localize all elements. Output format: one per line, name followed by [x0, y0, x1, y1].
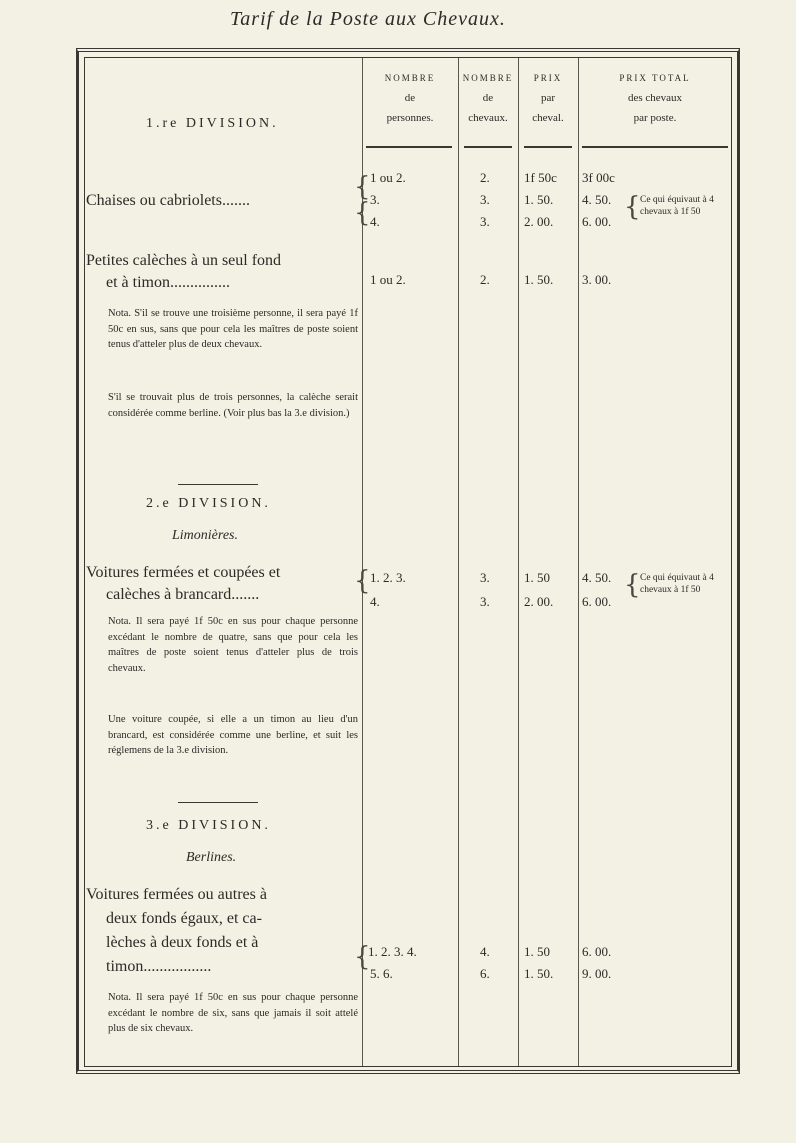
cell-horses: 3. [480, 214, 490, 229]
cell-price: 2. 00. [524, 214, 554, 229]
division-heading-3: 3.e DIVISION. [146, 818, 271, 833]
nota-text: S'il se trouvait plus de trois personnes, la calèche serait considérée comme berline. (Voir plus bas la 3.e division.) [108, 392, 358, 419]
cell-persons: 5. 6. [370, 966, 393, 981]
cell-price: 2. 00. [524, 594, 554, 609]
category-label: Petites calèches à un seul fond [86, 252, 282, 269]
brace-icon: { [354, 566, 371, 596]
category-label: calèches à brancard....... [106, 586, 260, 603]
header-rule [524, 146, 572, 148]
category-label: timon................. [106, 958, 212, 975]
cell-total: 6. 00. [582, 944, 612, 959]
cell-persons: 1 ou 2. [370, 170, 406, 185]
cell-price: 1. 50 [524, 944, 550, 959]
header-horses: NOMBRE de chevaux. [462, 73, 514, 124]
equivalence-note: Ce qui équivaut à 4 chevaux à 1f 50 [640, 195, 714, 217]
page-title: Tarif de la Poste aux Chevaux. [230, 8, 506, 30]
nota-text: Nota. S'il se trouve une troisième personne, il sera payé 1f 50c en sus, sans que pour cela les maîtres de poste soient tenus d'atteler plus de deux chevaux. [108, 308, 358, 350]
cell-horses: 3. [480, 192, 490, 207]
cell-persons: 3. [370, 192, 380, 207]
column-divider [518, 58, 519, 1066]
cell-total: 3f 00c [582, 170, 615, 185]
cell-persons: 1. 2. 3. [370, 570, 406, 585]
category-label: Voitures fermées ou autres à [86, 886, 267, 903]
cell-persons: 4. [370, 594, 380, 609]
cell-price: 1. 50. [524, 192, 554, 207]
cell-persons: 4. [370, 214, 380, 229]
section-divider [178, 484, 258, 485]
cell-horses: 2. [480, 272, 490, 287]
brace-icon: { [624, 570, 641, 600]
category-label: Voitures fermées et coupées et [86, 564, 281, 581]
division-subtitle: Berlines. [186, 850, 237, 865]
cell-price: 1. 50. [524, 966, 554, 981]
category-label: lèches à deux fonds et à [106, 934, 259, 951]
brace-icon: { [624, 192, 641, 222]
brace-icon: { [354, 172, 371, 202]
cell-persons: 1 ou 2. [370, 272, 406, 287]
header-price: PRIX par cheval. [532, 73, 564, 124]
division-heading-1: 1.re DIVISION. [146, 116, 279, 131]
brace-icon: { [354, 942, 371, 972]
equivalence-note: Ce qui équivaut à 4 chevaux à 1f 50 [640, 573, 714, 595]
category-label: et à timon............... [106, 274, 230, 291]
brace-icon: { [354, 198, 371, 228]
cell-total: 3. 00. [582, 272, 612, 287]
cell-total: 4. 50. [582, 570, 612, 585]
nota-text: Une voiture coupée, si elle a un timon au lieu d'un brancard, est considérée comme une berline, et suit les réglemens de la 3.e division. [108, 714, 358, 756]
cell-price: 1. 50. [524, 272, 554, 287]
cell-horses: 2. [480, 170, 490, 185]
cell-horses: 6. [480, 966, 490, 981]
cell-total: 9. 00. [582, 966, 612, 981]
header-rule [464, 146, 512, 148]
cell-total: 6. 00. [582, 214, 612, 229]
category-label: deux fonds égaux, et ca- [106, 910, 262, 927]
cell-horses: 4. [480, 944, 490, 959]
section-divider [178, 802, 258, 803]
cell-price: 1. 50 [524, 570, 550, 585]
division-subtitle: Limonières. [172, 528, 238, 543]
nota-text: Nota. Il sera payé 1f 50c en sus pour chaque personne excédant le nombre de six, sans que jamais il soit attelé plus de six chevaux. [108, 992, 358, 1034]
column-divider [578, 58, 579, 1066]
header-rule [366, 146, 452, 148]
cell-total: 4. 50. [582, 192, 612, 207]
division-heading-2: 2.e DIVISION. [146, 496, 271, 511]
cell-horses: 3. [480, 594, 490, 609]
column-divider [458, 58, 459, 1066]
cell-horses: 3. [480, 570, 490, 585]
cell-persons: 1. 2. 3. 4. [368, 944, 417, 959]
header-persons: NOMBRE de personnes. [384, 73, 436, 124]
header-rule [582, 146, 728, 148]
cell-total: 6. 00. [582, 594, 612, 609]
nota-text: Nota. Il sera payé 1f 50c en sus pour chaque personne excédant le nombre de quatre, sans que pour cela les maîtres de poste soient tenus d'atteler plus de trois chevaux. [108, 616, 358, 674]
header-total: PRIX TOTAL des chevaux par poste. [619, 73, 691, 124]
cell-price: 1f 50c [524, 170, 557, 185]
category-label: Chaises ou cabriolets....... [86, 192, 250, 209]
